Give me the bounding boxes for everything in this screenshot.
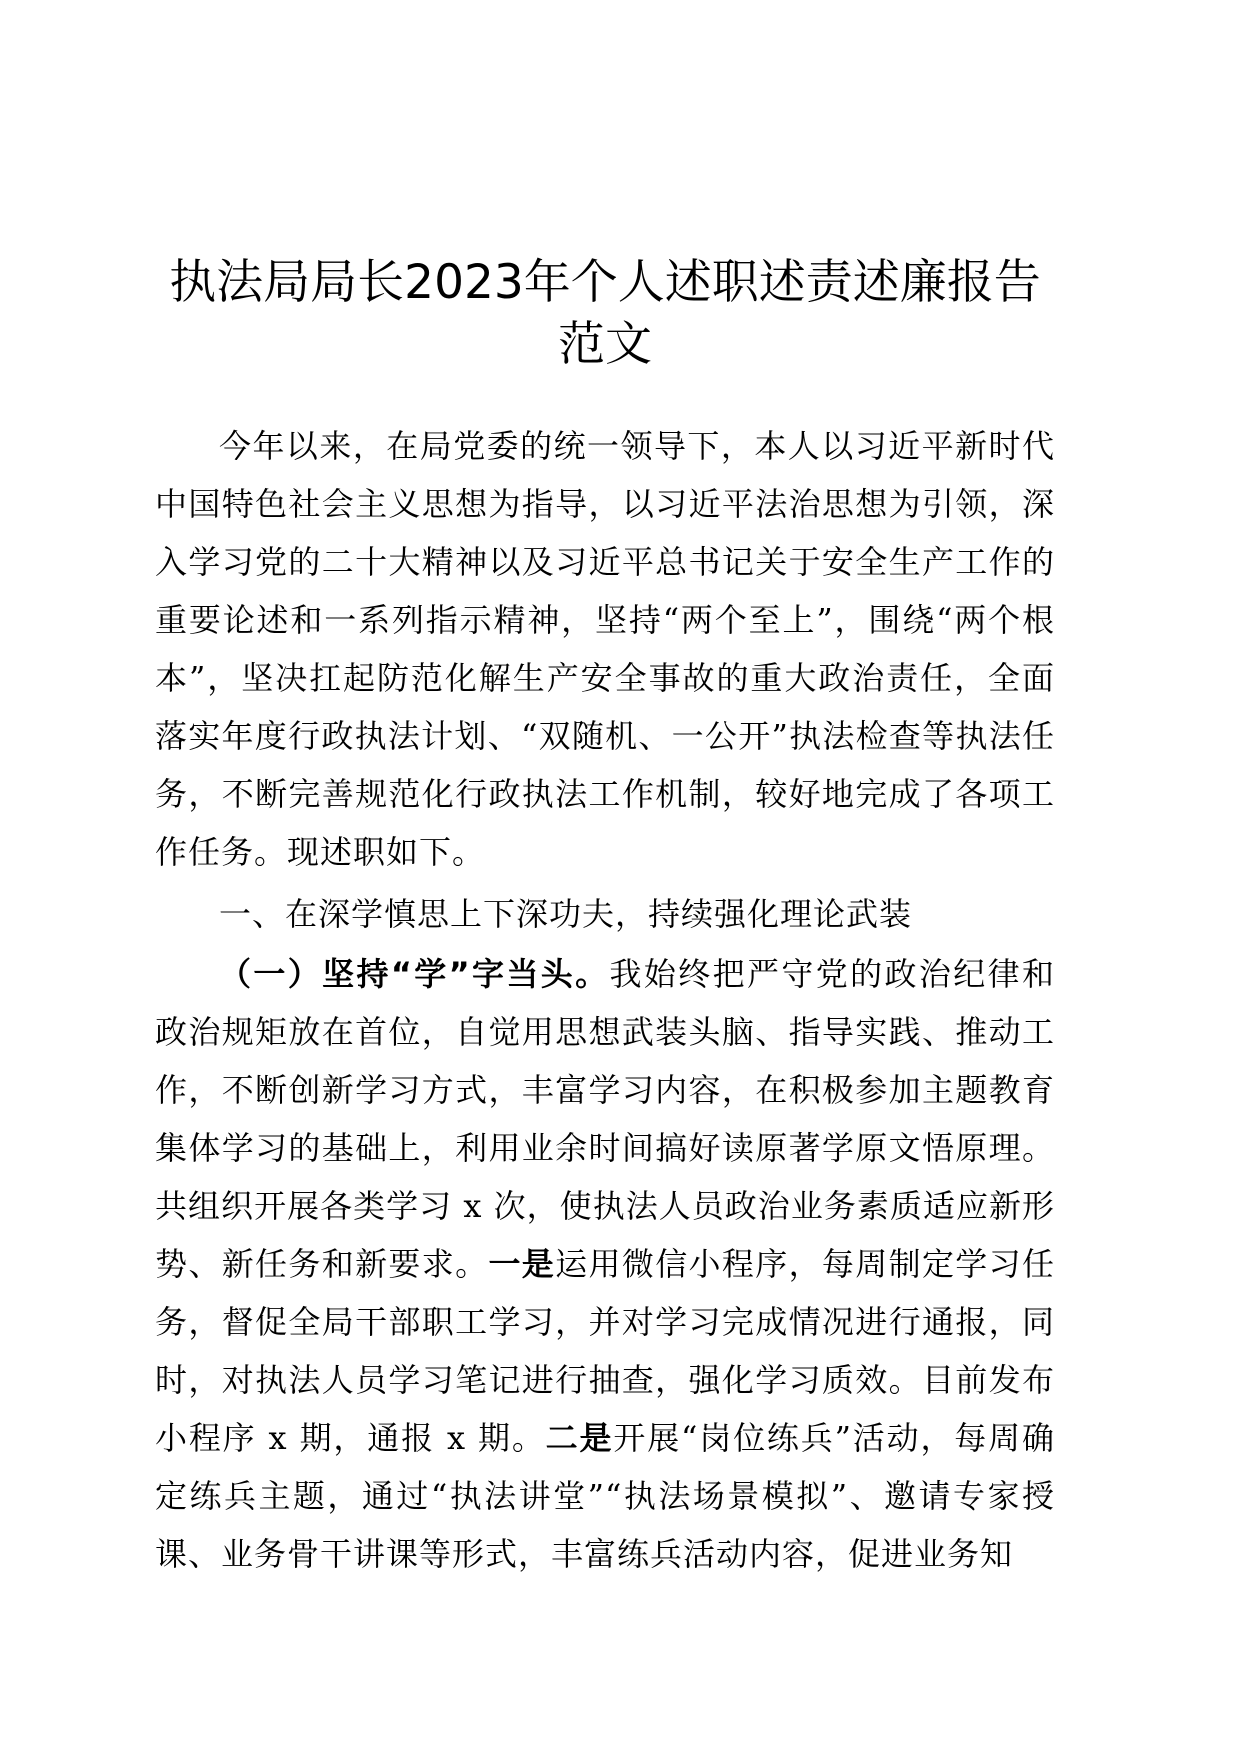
subsection-1-text: 我始终把严守党的政治纪律和政治规矩放在首位，自觉用思想武装头脑、指导实践、推动工作，不断创新学习方式，丰富学习内容，在积极参加主题教育集体学习的基础上，利用业余时间搞好读原著学原文悟原理。共组织开展各类学习 x 次，使执法人员政治业务素质适应新形势、新任务和新要求。	[155, 955, 1055, 1283]
intro-paragraph: 今年以来，在局党委的统一领导下，本人以习近平新时代中国特色社会主义思想为指导，以习近平法治思想为引领，深入学习党的二十大精神以及习近平总书记关于安全生产工作的重要论述和一系列指示精神，坚持“两个至上”，围绕“两个根本”，坚决扛起防范化解生产安全事故的重大政治责任，全面落实年度行政执法计划、“双随机、一公开”执法检查等执法任务，不断完善规范化行政执法工作机制，较好地完成了各项工作任务。现述职如下。	[155, 427, 1055, 871]
point-1-label: 一是	[488, 1245, 556, 1283]
section-heading-1: 一、在深学慎思上下深功夫，持续强化理论武装	[219, 895, 913, 933]
subsection-1-lead: （一）坚持“学”字当头。	[219, 955, 610, 993]
point-2-text: 开展“岗位练兵”活动，每周确定练兵主题，通过“执法讲堂”“执法场景模拟”、邀请专家授课、业务骨干讲课等形式，丰富练兵活动内容，促进业务知	[155, 1419, 1055, 1573]
point-2-label: 二是	[545, 1419, 614, 1457]
point-1-text: 运用微信小程序，每周制定学习任务，督促全局干部职工学习，并对学习完成情况进行通报，同时，对执法人员学习笔记进行抽查，强化学习质效。目前发布小程序 x 期，通报 x 期。	[155, 1245, 1055, 1457]
document-title: 执法局局长2023年个人述职述责述廉报告范文	[169, 255, 1041, 372]
subsection-1-paragraph	[155, 945, 1055, 1583]
document-body	[155, 417, 1055, 1583]
